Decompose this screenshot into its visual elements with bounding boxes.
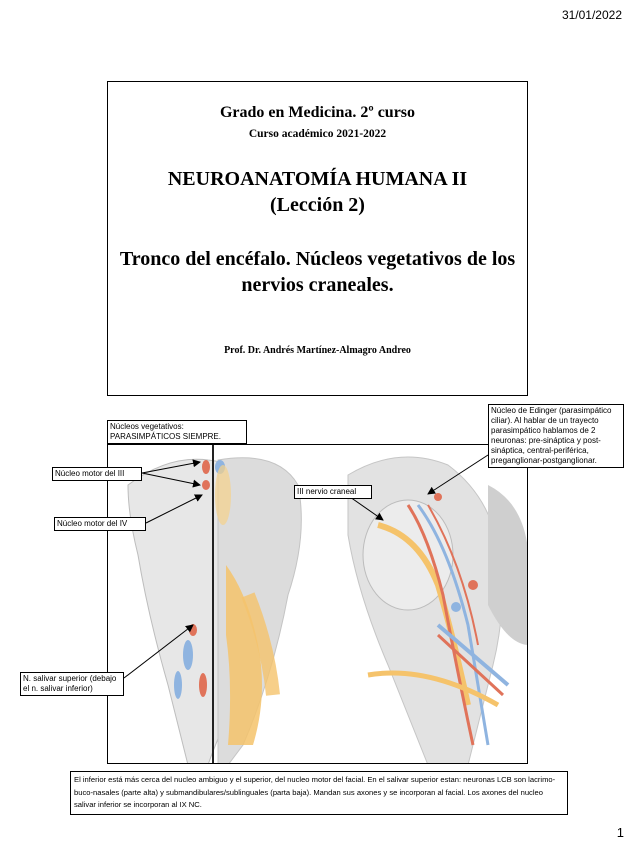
bottom-note: El inferior está más cerca del nucleo ambiguo y el superior, del nucleo motor del facial. En el salivar superior estan: neuronas LCB son lacrimo-buco-nasales (parte alta) y submandibulares/sublinguales (parta baja). Mandan sus axones y se incorporan al facial. Los axones del nucleo salivar inferior se incorporan al IX NC. xyxy=(70,771,568,815)
annotation-edinger: Núcleo de Edinger (parasimpático ciliar). Al hablar de un trayecto parasimpático hablamos de 2 neuronas: pre-sináptica y post-sináptica, central-periférica, preganglionar-postganglionar. xyxy=(488,404,624,468)
annotation-nucleo-iv: Núcleo motor del IV xyxy=(54,517,146,531)
annotation-nucleos-vegetativos: Núcleos vegetativos: PARASIMPÁTICOS SIEMPRE. xyxy=(107,420,247,444)
annotation-salivar-superior: N. salivar superior (debajo el n. salivar inferior) xyxy=(20,672,124,696)
professor-name: Prof. Dr. Andrés Martínez-Almagro Andreo xyxy=(224,345,411,356)
annotation-iii-nervio: III nervio craneal xyxy=(294,485,372,499)
academic-year: Curso académico 2021-2022 xyxy=(248,128,387,140)
topic-title: Tronco del encéfalo. Núcleos vegetativos de los nervios craneales. xyxy=(119,248,516,296)
page-number: 1 xyxy=(616,825,624,840)
lesson-label: (Lección 2) xyxy=(270,194,365,216)
slide-date: 31/01/2022 xyxy=(561,8,622,22)
annotation-nucleo-iii: Núcleo motor del III xyxy=(52,467,142,481)
course-title: Grado en Medicina. 2º curso xyxy=(219,104,416,121)
subject-name: NEUROANATOMÍA HUMANA II xyxy=(167,168,468,190)
